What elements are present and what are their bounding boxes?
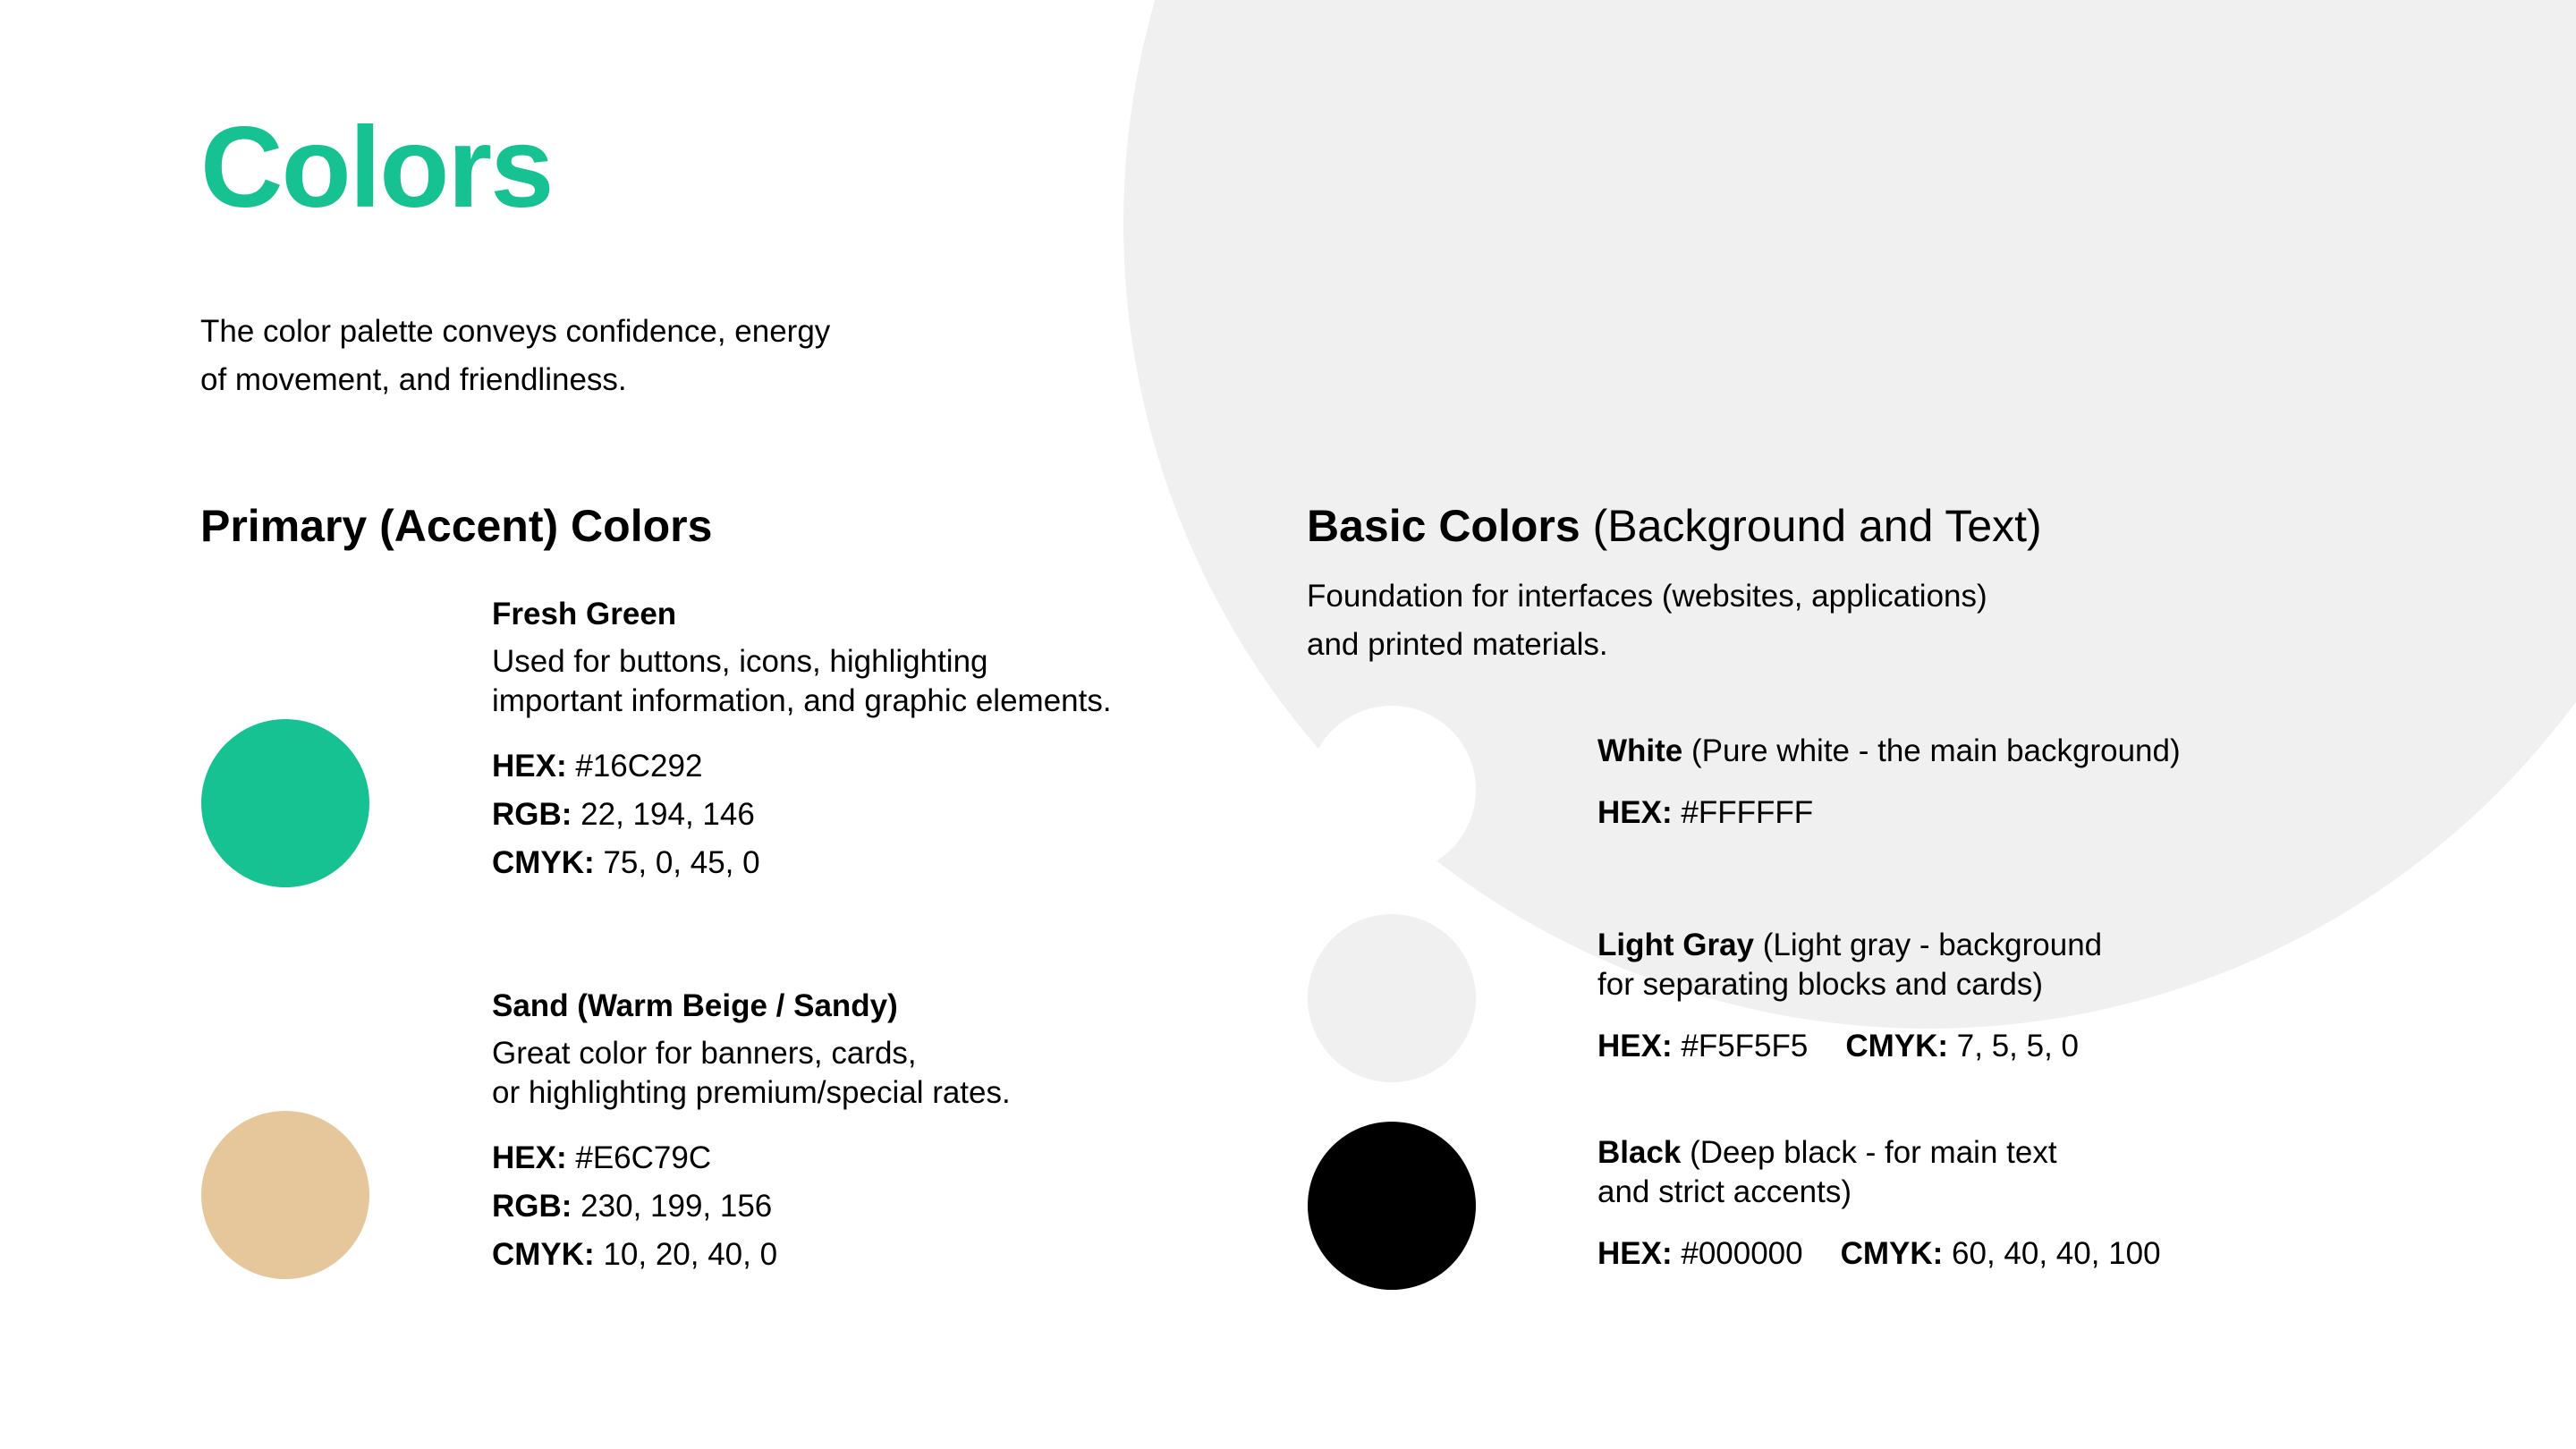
swatch-light-gray	[1308, 914, 1476, 1082]
cmyk-value: 7, 5, 5, 0	[1948, 1029, 2080, 1063]
hex-value: #FFFFFF	[1672, 795, 1814, 830]
color-card-light-gray	[1597, 926, 2102, 1069]
cmyk-value: 60, 40, 40, 100	[1943, 1236, 2161, 1271]
swatch-white	[1308, 706, 1476, 874]
primary-heading: Primary (Accent) Colors	[200, 501, 713, 551]
cmyk-label: CMYK:	[1840, 1236, 1944, 1271]
color-card-fresh-green	[492, 592, 1112, 887]
color-name: Sand (Warm Beige / Sandy)	[492, 988, 898, 1023]
basic-heading: Basic Colors (Background and Text)	[1307, 501, 2042, 551]
color-name: Light Gray (Light gray - background for separating blocks and cards)	[1597, 928, 2103, 1002]
swatch-black	[1308, 1122, 1476, 1290]
cmyk-value: CMYK: 75, 0, 45, 0	[492, 845, 760, 880]
color-specs	[1597, 1024, 2102, 1069]
cmyk-value: CMYK: 10, 20, 40, 0	[492, 1237, 778, 1272]
color-name: Black (Deep black - for main text and strict accents)	[1597, 1135, 2057, 1209]
color-card-sand	[492, 984, 1011, 1279]
hex-value: #F5F5F5	[1672, 1029, 1809, 1063]
color-specs	[1597, 791, 2181, 835]
hex-label: HEX:	[1597, 795, 1673, 830]
color-specs	[492, 1134, 1011, 1279]
basic-description: Foundation for interfaces (websites, applications) and printed materials.	[1307, 579, 1987, 662]
swatch-sand	[201, 1111, 369, 1279]
color-name: White (Pure white - the main background)	[1597, 733, 2181, 768]
hex-value: HEX: #E6C79C	[492, 1140, 712, 1175]
color-card-white	[1597, 732, 2181, 835]
color-description: Great color for banners, cards, or highlighting premium/special rates.	[492, 1036, 1011, 1110]
color-card-black	[1597, 1133, 2161, 1276]
swatch-fresh-green	[201, 719, 369, 887]
hex-value: HEX: #16C292	[492, 749, 703, 784]
hex-value: #000000	[1672, 1236, 1803, 1271]
hex-label: HEX:	[1597, 1029, 1673, 1063]
rgb-value: RGB: 22, 194, 146	[492, 797, 755, 832]
page-intro	[200, 308, 934, 404]
color-name: Fresh Green	[492, 597, 677, 631]
color-specs	[1597, 1232, 2161, 1276]
intro-line-2: of movement, and friendliness.	[200, 362, 627, 397]
hex-label: HEX:	[1597, 1236, 1673, 1271]
color-description: Used for buttons, icons, highlighting important information, and graphic elements.	[492, 644, 1112, 718]
color-specs	[492, 742, 1112, 887]
cmyk-label: CMYK:	[1845, 1029, 1949, 1063]
page-title: Colors	[200, 104, 553, 232]
intro-line-1: The color palette conveys confidence, energy	[200, 314, 831, 349]
rgb-value: RGB: 230, 199, 156	[492, 1189, 773, 1224]
